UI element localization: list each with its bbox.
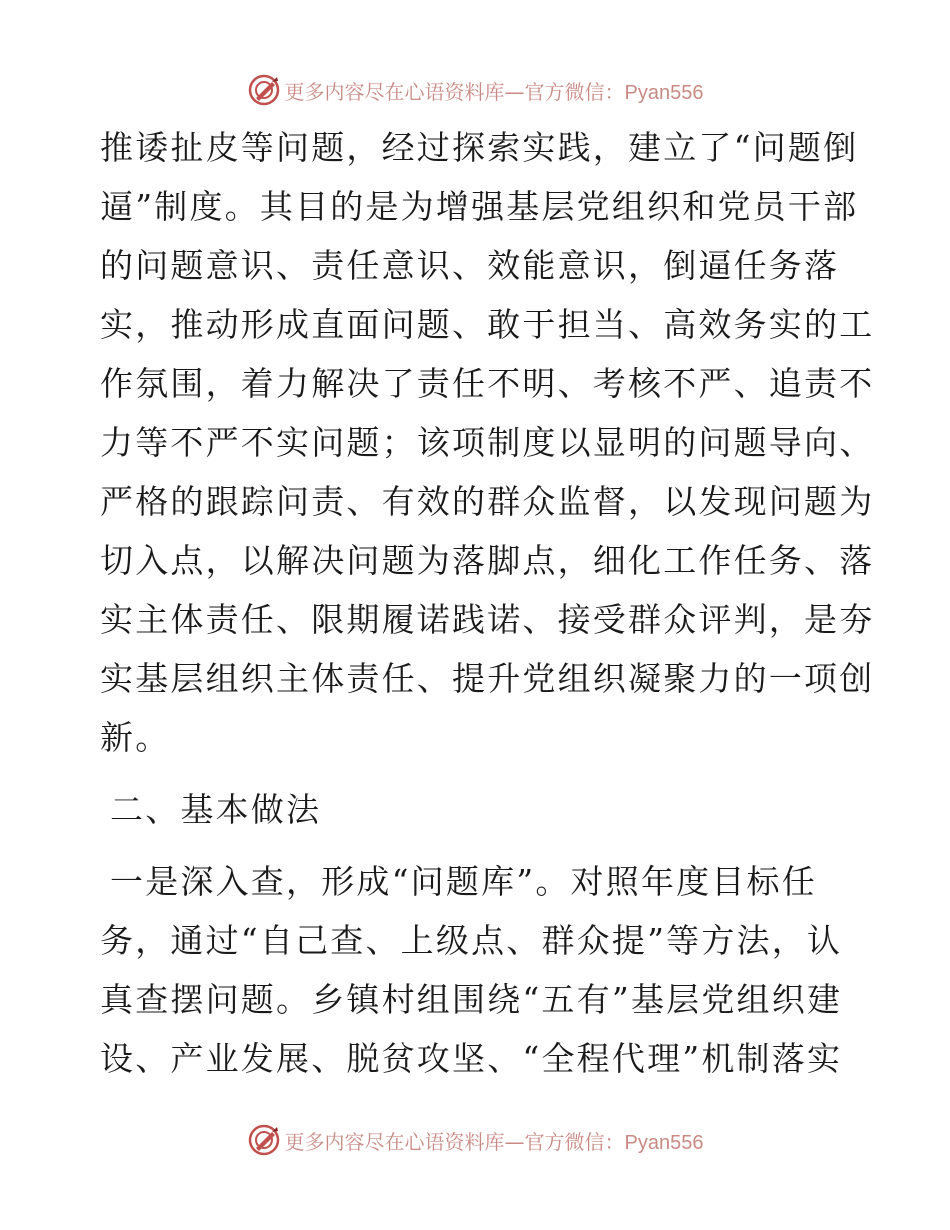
pen-logo-icon [247, 1123, 281, 1157]
text-line: 一是深入查，形成“问题库”。对照年度目标任 [110, 862, 817, 901]
footer-watermark [0, 1120, 950, 1160]
text-line: 真查摆问题。乡镇村组围绕“五有”基层党组织建 [100, 980, 843, 1019]
text-line: 逼”制度。其目的是为增强基层党组织和党员干部 [100, 187, 859, 226]
text-line: 力等不严不实问题；该项制度以显明的问题导向、 [100, 423, 875, 462]
text-line: 作氛围，着力解决了责任不明、考核不严、追责不 [100, 364, 875, 403]
text-line: 设、产业发展、脱贫攻坚、“全程代理”机制落实 [100, 1039, 843, 1078]
text-line: 严格的跟踪问责、有效的群众监督，以发现问题为 [100, 482, 875, 521]
paragraph-2 [100, 852, 860, 1088]
footer-watermark-text: 更多内容尽在心语资料库—官方微信：Pyan556 [284, 1129, 704, 1154]
text-line: 推诿扯皮等问题，经过探索实践，建立了“问题倒 [100, 128, 859, 167]
text-line: 的问题意识、责任意识、效能意识，倒逼任务落 [100, 246, 840, 285]
text-line: 实基层组织主体责任、提升党组织凝聚力的一项创 [100, 659, 875, 698]
document-body [100, 118, 875, 1088]
text-line: 务，通过“自己查、上级点、群众提”等方法，认 [100, 921, 843, 960]
header-watermark-text: 更多内容尽在心语资料库—官方微信：Pyan556 [284, 79, 704, 104]
header-watermark [0, 70, 950, 110]
text-line: 切入点，以解决问题为落脚点，细化工作任务、落 [100, 541, 875, 580]
text-line: 新。 [100, 718, 171, 757]
paragraph-1 [100, 118, 875, 767]
text-line: 实主体责任、限期履诺践诺、接受群众评判，是夯 [100, 600, 875, 639]
section-heading: 二、基本做法 [110, 790, 322, 829]
pen-logo-icon [247, 73, 281, 107]
text-line: 实，推动形成直面问题、敢于担当、高效务实的工 [100, 305, 875, 344]
